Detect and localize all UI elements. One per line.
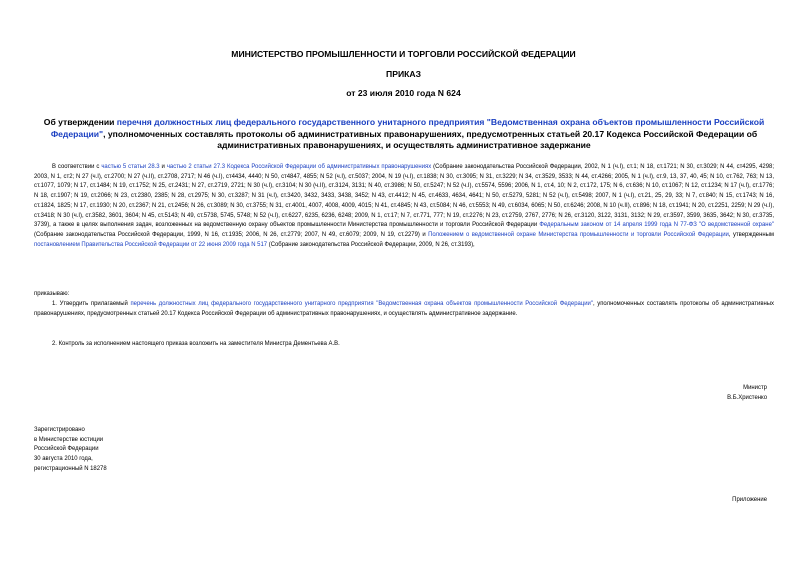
preamble-text-1: В соответствии с <box>52 164 102 170</box>
title-list-link[interactable]: перечня должностных лиц федерального государственного унитарного предприятия "Ведомственная охрана объектов промышленности Российской Федерации" <box>50 117 765 139</box>
preamble-text-3: (Собрание законодательства Российской Федерации, 2002, N 1 (ч.I), ст.1; N 18, ст.1721; N 30, ст.3029; N 44, ст4295, 4298; 2003, N 1, ст2; N 27 (ч.I), ст.2700; N 27 (ч.II), ст.2708, 2717; N 46 (ч.I), ст4434, 4440; N 50, ст4847, 4855; N 52 (ч.I), ст.5037; 2004, N 19 (ч.I), ст.1838; N 30, ст.3095; N 31, ст.3229; N 34, ст.3529, 3533; N 44, ст.4266; 2005, N 1 (ч.I), ст.9, 13, 37, 40, 45; N 10, ст.762, 763; N 13, ст.1077, 1079; N 17, ст.1484; N 19, ст.1752; N 25, ст.2431; N 27, ст.2719, 2721; N 30 (ч.I), ст.3104; N 30 (ч.II), ст.3124, 3131; N 40, ст.3986; N 50, ст.5247; N 52 (ч.I), ст.5574, 5596; 2006, N 1, ст.4, 10; N 2, ст.172, 175; N 6, ст.636; N 10, ст.1067; N 12, ст.1234; N 17 (ч.I), ст.1776; N 18, ст.1907; N 19, ст.2066; N 23, ст.2380, 2385; N 28, ст.2975; N 30, ст.3287; N 31 (ч.I), ст.3420, 3432, 3433, 3438, 3452; N 43, ст.4412; N 45, ст.4633, 4634, 4641; N 50, ст.5279, 5281; N 52 (ч.I), ст.5498; 2007, N 1 (ч.I), ст.21, 25, 29, 33; N 7, ст.840; N 15, ст.1743; N 16, ст.1824, 1825; N 17, ст.1930; N 20, ст.2367; N 21, ст.2456; N 26, ст.3089; N 30, ст.3755; N 31, ст.4001, 4007, 4008, 4009, 4015; N 41, ст.4845; N 43, ст.5084; N 46, ст.5553; N 49, ст.6034, 6065; N 50, ст.6246; 2008, N 10 (ч.II), ст.896; N 18, ст.1941; N 20, ст.2251, 2259; N 29 (ч.I), ст.3418; N 30 (ч.I), ст.3582, 3601, 3604; N 45, ст.5143; N 49, ст.5738, 5745, 5748; N 52 (ч.I), ст.6227, 6235, 6236, 6248; 2009, N 1, ст.17; N 7, ст.771, 777; N 19, ст.2276; N 23, ст.2759, 2767, 2776; N 26, ст.3120, 3122, 3131, 3132; N 29, ст.3597, 3599, 3635, 3642; N 30, ст.3735, 3739), а также в целях выполнения задач, возложенных на ведомственную охрану объектов промышленности Министерства промышленности и торговли Российской Федерации <box>34 164 774 229</box>
preamble-text-6: (Собрание законодательства Российской Федерации, 2009, N 26, ст.3193), <box>267 241 475 248</box>
doc-date-number: от 23 июля 2010 года N 624 <box>346 88 461 98</box>
ministry-title: МИНИСТЕРСТВО ПРОМЫШЛЕННОСТИ И ТОРГОВЛИ РОССИЙСКОЙ ФЕДЕРАЦИИ <box>231 49 576 59</box>
preamble-text-4: (Собрание законодательства Российской Федерации, 1999, N 16, ст.1935; 2006, N 26, ст.2779; 2007, N 49, ст.6079; 2009, N 19, ст.2279) и <box>34 231 429 238</box>
doc-type: ПРИКАЗ <box>386 69 421 79</box>
regulation-link[interactable]: Положением о ведомственной охране Министерства промышленности и торговли Российской Федерации <box>428 231 729 238</box>
preamble-paragraph <box>34 163 774 250</box>
koap-28-3-link[interactable]: частью 5 статьи 28.3 <box>101 164 160 170</box>
preamble-text-2: и <box>159 164 167 170</box>
registration-line-4: 30 августа 2010 года, <box>34 456 93 462</box>
registration-line-2: в Министерстве юстиции <box>34 437 104 443</box>
order-item-2: 2. Контроль за исполнением настоящего приказа возложить на заместителя Министра Дементьева А.В. <box>52 341 340 347</box>
item1-text-2: , уполномоченных составлять протоколы об административных правонарушениях, предусмотренных статьей 20.17 Кодекса Российской Федерации об административных правонарушениях, и осуществлять административное задержание. <box>34 301 774 317</box>
item1-list-link[interactable]: перечень должностных лиц федерального государственного унитарного предприятия "Ведомственная охрана объектов промышленности Российской Федерации" <box>130 301 593 307</box>
registration-line-3: Российской Федерации <box>34 446 99 452</box>
government-resolution-link[interactable]: постановлением Правительства Российской Федерации от 22 июня 2009 года N 517 <box>34 241 268 248</box>
signature-position: Министр <box>743 385 767 391</box>
title-prefix: Об утверждении <box>43 117 117 127</box>
order-word: приказываю: <box>34 291 70 297</box>
document-title <box>34 117 774 152</box>
appendix-label: Приложение <box>732 497 767 503</box>
order-item-1 <box>34 300 774 319</box>
item1-text-1: 1. Утвердить прилагаемый <box>52 301 131 307</box>
koap-27-3-link[interactable]: частью 2 статьи 27.3 Кодекса Российской Федерации об административных правонарушениях <box>166 164 432 170</box>
signature-name: В.Б.Христенко <box>727 395 767 401</box>
title-suffix: , уполномоченных составлять протоколы об административных правонарушениях, предусмотренных статьей 20.17 Кодекса Российской Федерации об административных правонарушениях, и осуществлять административное задержание <box>103 128 758 150</box>
federal-law-77-fz-link[interactable]: Федеральным законом от 14 апреля 1999 года N 77-ФЗ "О ведомственной охране" <box>539 222 774 229</box>
preamble-text-5: , утвержденным <box>728 231 774 238</box>
registration-line-1: Зарегистрировано <box>34 427 85 433</box>
registration-line-5: регистрационный N 18278 <box>34 466 107 472</box>
